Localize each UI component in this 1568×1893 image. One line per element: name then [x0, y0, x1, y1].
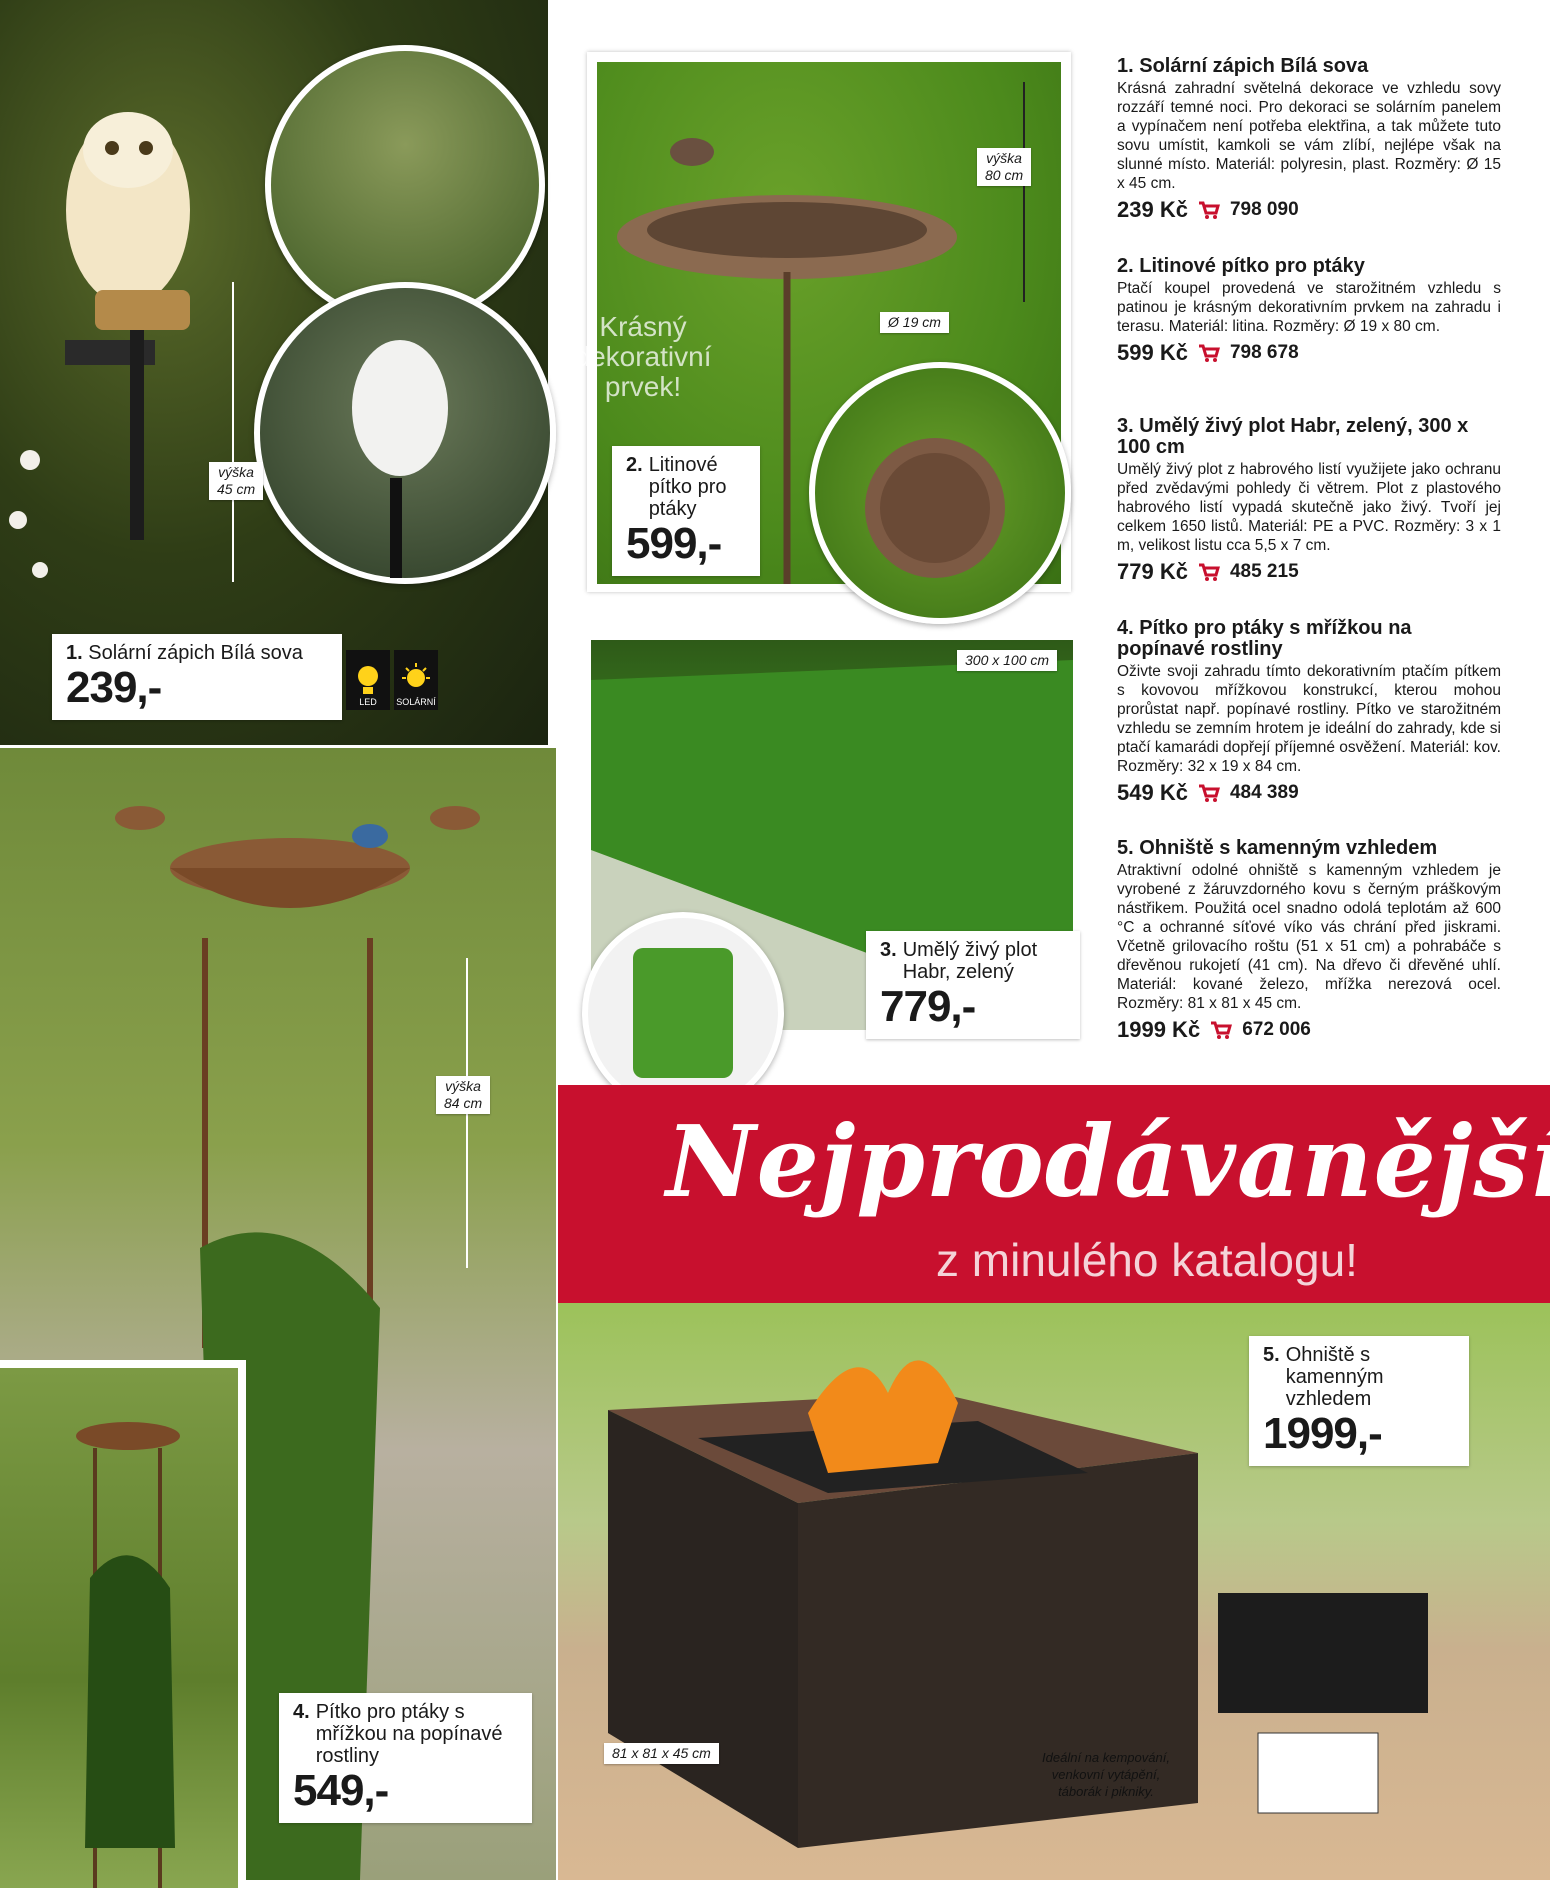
- owl-price-label: [52, 634, 342, 720]
- birdstand-label-num: 4.: [293, 1701, 310, 1723]
- product-description: Umělý živý plot z habrového listí využijete jako ochranu před zvědavými pohledy či větrem. Plot z plastového habrového listí vypadá skutečně jako živý. Tvoří jej celkem 1650 listů. Materiál: PE a PVC. Rozměry: 3 x 1 m, velikost listu cca 5,5 x 7 cm.: [1117, 461, 1501, 554]
- owl-night-circle: [254, 282, 556, 584]
- firepit-label-num: 5.: [1263, 1344, 1280, 1366]
- product-description: Atraktivní odolné ohniště s kamenným vzhledem je vyrobené z žáruvzdorného kovu s černým práškovým nástřikem. Použitá ocel snadno odolá teplotám až 600 °C a ochranné síťové víko vás chrání před jiskrami. Včetně grilovacího roštu (51 x 51 cm) a pohrabáče s dřevěnou rukojetí (41 cm). Na dřevo či dřevěné uhlí. Materiál: kované železo, mřížka nerezová ocel. Rozměry: 81 x 81 x 45 cm.: [1117, 862, 1501, 1012]
- banner-script-title: Nejprodávanější: [666, 1105, 1568, 1220]
- product-price: 549 Kč: [1117, 780, 1188, 805]
- bath-overlay-text: Krásný dekorativní prvek!: [574, 311, 712, 402]
- product-code: 485 215: [1229, 561, 1299, 582]
- product-num: 1.: [1117, 55, 1134, 77]
- birdstand-label-title: Pítko pro ptáky s mřížkou na popínavé rostliny: [315, 1701, 503, 1767]
- cart-icon: [1198, 344, 1220, 362]
- owl-label-num: 1.: [66, 642, 83, 664]
- hedge-label-num: 3.: [880, 939, 897, 961]
- birdstand-price-label: [279, 1693, 532, 1823]
- owl-label-price: 239,-: [66, 663, 162, 712]
- hedge-label-price: 779,-: [880, 982, 976, 1031]
- bath-label-title: Litinové pítko pro ptáky: [648, 454, 727, 520]
- firepit-price-label: [1249, 1336, 1469, 1466]
- bath-diameter-label: Ø 19 cm: [880, 312, 949, 333]
- cart-icon: [1198, 563, 1220, 581]
- product-description: Oživte svoji zahradu tímto dekorativním ptačím pítkem s kovovou mřížkovou konstrukcí, kterou mohou prorůstat např. popínavé rostliny. Pítko ve starožitném vzhledu se zemním hrotem je ideální do zahrady, kde si ptačí kamarádi dopřejí příjemné osvěžení. Materiál: kov. Rozměry: 32 x 19 x 84 cm.: [1117, 663, 1501, 775]
- owl-label-title: Solární zápich Bílá sova: [88, 642, 303, 664]
- product-item-4: [1117, 618, 1501, 806]
- product-item-5: [1117, 838, 1501, 1043]
- product-code: 798 090: [1229, 199, 1299, 220]
- banner-subtitle: z minulého katalogu!: [936, 1234, 1358, 1286]
- product-num: 5.: [1117, 837, 1134, 859]
- product-item-2: [1117, 256, 1501, 366]
- hedge-label-title: Umělý živý plot Habr, zelený: [902, 939, 1038, 983]
- birdstand-label-price: 549,-: [293, 1766, 389, 1815]
- product-item-3: [1117, 416, 1501, 585]
- fire-size-label: 81 x 81 x 45 cm: [604, 1743, 719, 1764]
- product-price: 599 Kč: [1117, 340, 1188, 365]
- bath-height-label: výška 80 cm: [977, 148, 1031, 186]
- product-code: 484 389: [1229, 782, 1299, 803]
- product-num: 2.: [1117, 255, 1134, 277]
- hedge-roll-circle: [582, 912, 784, 1114]
- firepit-label-price: 1999,-: [1263, 1409, 1382, 1458]
- product-price: 1999 Kč: [1117, 1017, 1201, 1042]
- product-price: 239 Kč: [1117, 197, 1188, 222]
- stand-height-label: výška 84 cm: [436, 1076, 490, 1114]
- product-description: Krásná zahradní světelná dekorace ve vzhledu sovy rozzáří temné noci. Pro dekoraci se solárním panelem a vypínačem není potřeba elektřina, a tak můžete tuto sovu umístit, kamkoli se vám zlíbí, nejlépe však na slunné místo. Materiál: polyresin, plast. Rozměry: Ø 15 x 45 cm.: [1117, 80, 1501, 192]
- hedge-size-label: 300 x 100 cm: [957, 650, 1057, 671]
- hedge-price-label: [866, 931, 1080, 1039]
- fire-note: Ideální na kempování, venkovní vytápění, táborák i pikniky.: [1042, 1750, 1170, 1799]
- feature-icons: [346, 650, 438, 710]
- solar-icon: SOLÁRNÍ: [394, 650, 438, 710]
- product-title: Solární zápich Bílá sova: [1139, 55, 1369, 77]
- owl-height-label: výška 45 cm: [209, 462, 263, 500]
- product-num: 4.: [1117, 617, 1134, 639]
- bath-height-line: [1023, 82, 1025, 302]
- product-price: 779 Kč: [1117, 559, 1188, 584]
- bath-label-price: 599,-: [626, 519, 722, 568]
- product-title: Litinové pítko pro ptáky: [1139, 255, 1365, 277]
- product-item-1: [1117, 56, 1501, 223]
- firepit-label-title: Ohniště s kamenným vzhledem: [1285, 1344, 1384, 1410]
- product-title: Ohniště s kamenným vzhledem: [1139, 837, 1438, 859]
- product-title: Pítko pro ptáky s mřížkou na popínavé rostliny: [1117, 617, 1412, 660]
- birdstand-inset-photo: [0, 1360, 246, 1888]
- bestseller-banner: [558, 1085, 1568, 1303]
- cart-icon: [1198, 201, 1220, 219]
- cart-icon: [1210, 1021, 1232, 1039]
- cart-icon: [1198, 784, 1220, 802]
- birdbath-price-label: [612, 446, 760, 576]
- product-num: 3.: [1117, 415, 1134, 437]
- owl-height-line: [232, 282, 234, 582]
- product-code: 672 006: [1242, 1019, 1311, 1040]
- birdbath-detail-circle: [809, 362, 1071, 624]
- owl-photo: [0, 0, 548, 745]
- led-icon: LED: [346, 650, 390, 710]
- product-title: Umělý živý plot Habr, zelený, 300 x 100 cm: [1117, 415, 1469, 458]
- product-code: 798 678: [1229, 342, 1299, 363]
- bath-label-num: 2.: [626, 454, 643, 476]
- product-description: Ptačí koupel provedená ve starožitném vzhledu s patinou je krásným dekorativním prvkem na zahradu i terasu. Materiál: litina. Rozměry: Ø 19 x 80 cm.: [1117, 280, 1501, 335]
